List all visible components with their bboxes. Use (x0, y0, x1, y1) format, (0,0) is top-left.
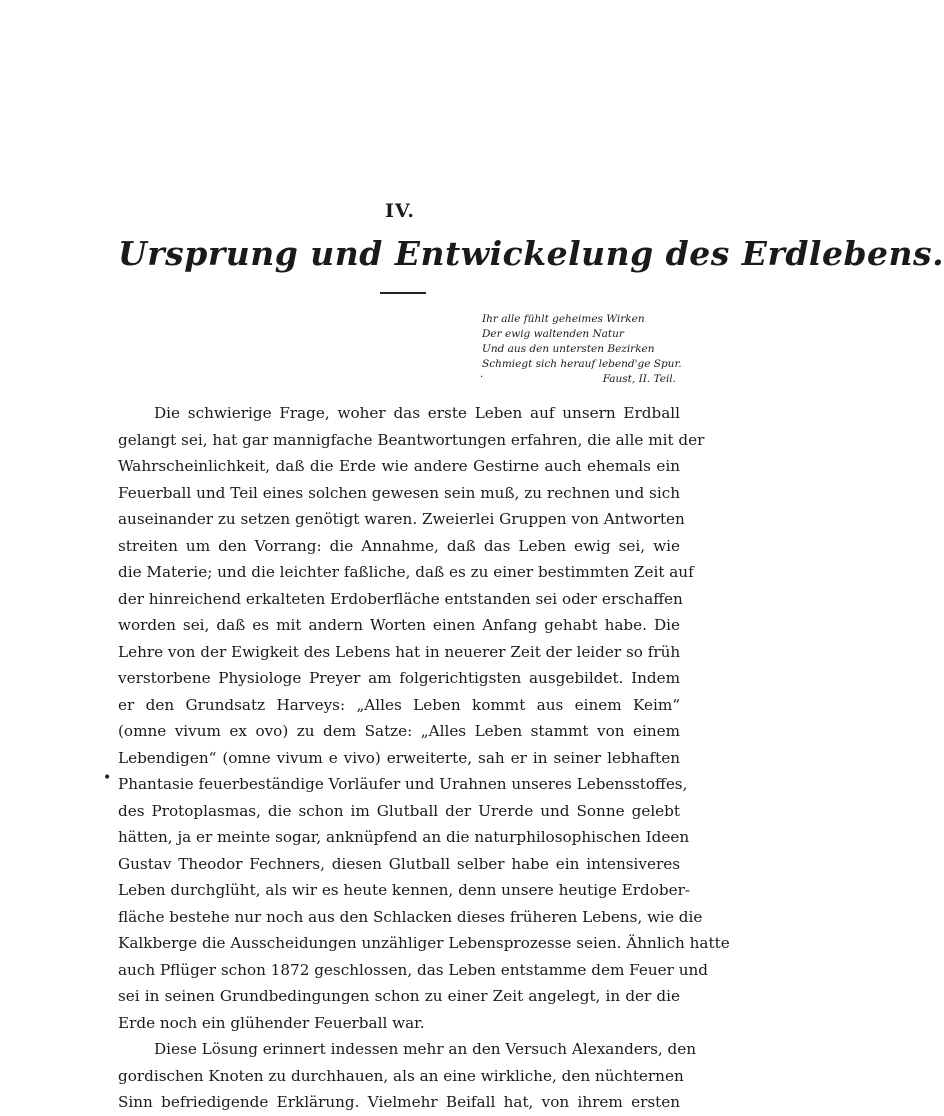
text-line: streiten um den Vorrang: die Annahme, daß das Leben ewig sei, wie (118, 536, 680, 555)
text-line: verstorbene Physiologe Preyer am folgerichtigsten ausgebildet. Indem (118, 669, 680, 687)
text-line: Phantasie feuerbeständige Vorläufer und Urahnen unseres Lebensstoffes, (118, 775, 688, 793)
text-line: Leben durchglüht, als wir es heute kennen, denn unsere heutige Erdober- (118, 881, 690, 899)
text-line: Feuerball und Teil eines solchen gewesen sein muß, zu rechnen und sich (118, 483, 680, 502)
text-line: Kalkberge die Ausscheidungen unzähliger Lebensprozesse seien. Ähnlich hatte (118, 934, 730, 952)
text-line: auch Pflüger schon 1872 geschlossen, das Leben entstamme dem Feuer und (118, 960, 709, 979)
text-line: auseinander zu setzen genötigt waren. Zweierlei Gruppen von Antworten (118, 510, 685, 528)
text-line: fläche bestehe nur noch aus den Schlacken dieses früheren Lebens, wie die (118, 907, 703, 926)
stray-mark: . (480, 369, 484, 380)
chapter-title: Ursprung und Entwickelung des Erdlebens. (118, 234, 944, 273)
text-line: Gustav Theodor Fechners, diesen Glutball selber habe ein intensiveres (118, 854, 680, 873)
text-line: sei in seinen Grundbedingungen schon zu einer Zeit angelegt, in der die (118, 987, 680, 1005)
text-line: worden sei, daß es mit andern Worten einen Anfang gehabt habe. Die (118, 616, 680, 634)
body-text (118, 400, 730, 1116)
text-line: Wahrscheinlichkeit, daß die Erde wie andere Gestirne auch ehemals ein (118, 457, 680, 475)
epigraph-line: Ihr alle fühlt geheimes Wirken (482, 313, 645, 325)
epigraph-source: Faust, II. Teil. (602, 373, 676, 385)
text-line: Erde noch ein glühender Feuerball war. (118, 1013, 425, 1032)
text-line: er den Grundsatz Harveys: „Alles Leben kommt aus einem Keim“ (118, 695, 680, 714)
epigraph-line: Und aus den untersten Bezirken (482, 343, 655, 355)
text-line: gelangt sei, hat gar mannigfache Beantwortungen erfahren, die alle mit der (118, 430, 705, 449)
text-line: gordischen Knoten zu durchhauen, als an eine wirkliche, den nüchternen (118, 1066, 684, 1085)
chapter-number: IV. (385, 200, 415, 222)
epigraph (482, 312, 682, 387)
text-line: (omne vivum ex ovo) zu dem Satze: „Alles Leben stammt von einem (118, 722, 680, 740)
text-line: hätten, ja er meinte sogar, anknüpfend an die naturphilosophischen Ideen (118, 828, 690, 846)
stray-mark: • (103, 770, 112, 786)
text-line: Diese Lösung erinnert indessen mehr an den Versuch Alexanders, den (154, 1040, 697, 1058)
text-line: Lehre von der Ewigkeit des Lebens hat in neuerer Zeit der leider so früh (118, 642, 681, 661)
text-line: Lebendigen“ (omne vivum e vivo) erweiterte, sah er in seiner lebhaften (118, 748, 680, 767)
text-line: der hinreichend erkalteten Erdoberfläche entstanden sei oder erschaffen (118, 589, 683, 608)
epigraph-line: Der ewig waltenden Natur (482, 328, 624, 340)
text-line: Die schwierige Frage, woher das erste Leben auf unsern Erdball (154, 404, 680, 422)
text-line: des Protoplasmas, die schon im Glutball der Urerde und Sonne gelebt (118, 801, 680, 820)
title-divider (380, 292, 426, 294)
text-line: die Materie; und die leichter faßliche, daß es zu einer bestimmten Zeit auf (118, 563, 694, 581)
epigraph-line: Schmiegt sich herauf lebend'ge Spur. (482, 358, 682, 370)
text-line: Sinn befriedigende Erklärung. Vielmehr Beifall hat, von ihrem ersten (118, 1093, 680, 1111)
